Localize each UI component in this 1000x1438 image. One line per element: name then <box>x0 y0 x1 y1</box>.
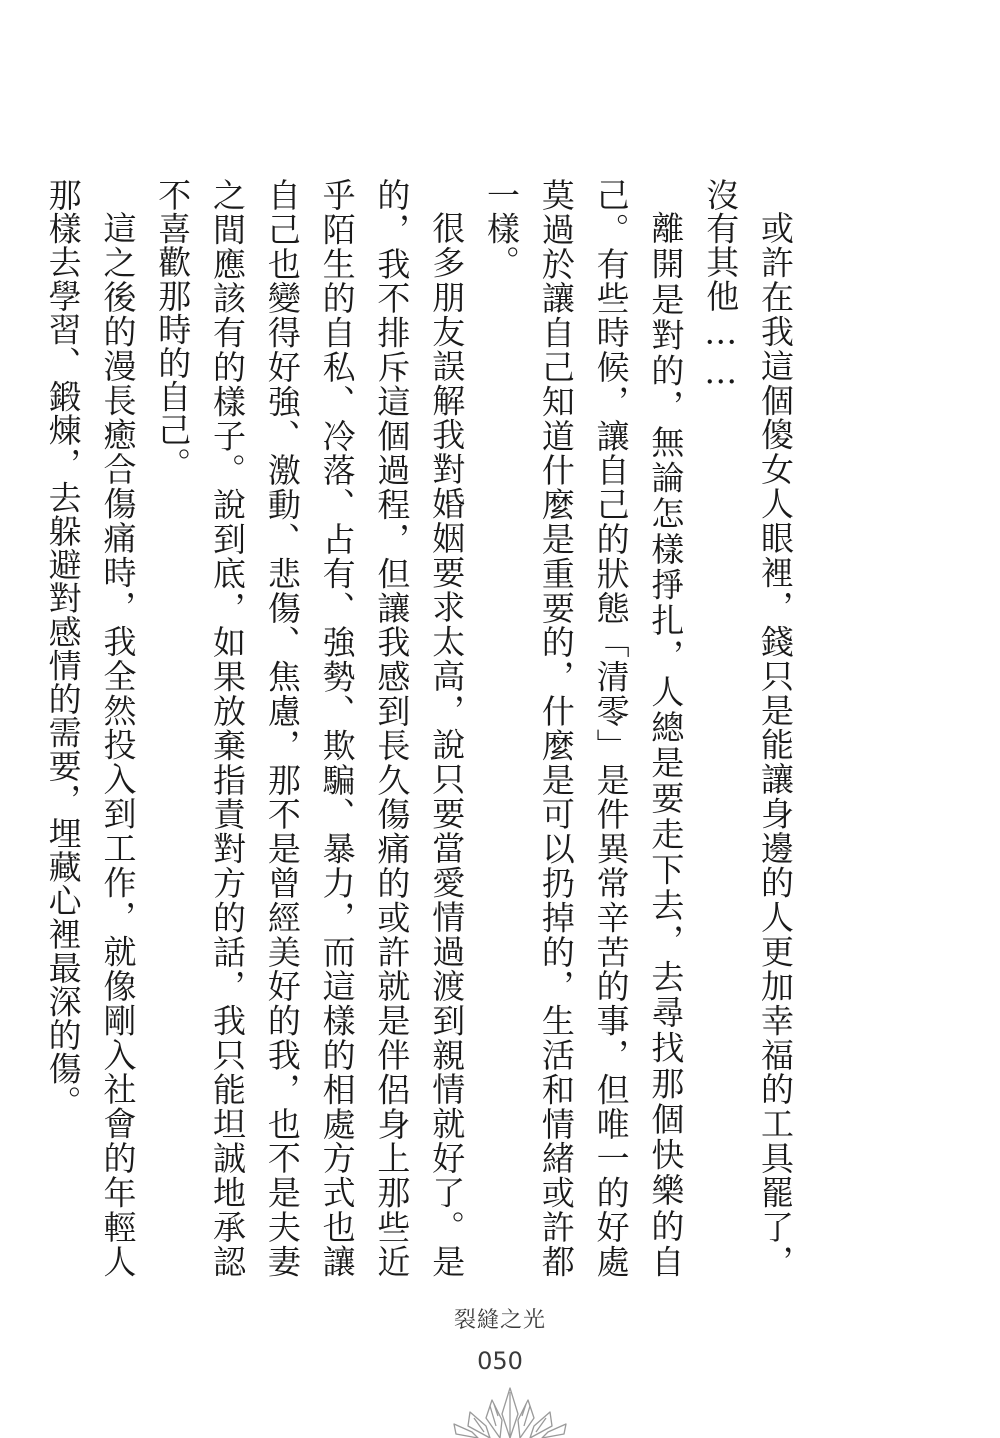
page-number: 050 <box>477 1347 523 1375</box>
paragraph-4: 這之後的漫長癒合傷痛時，我全然投入到工作，就像剛入社會的年輕人那樣去學習、鍛煉，去躲避對感情的需要，埋藏心裡最深的傷。 <box>43 178 138 1278</box>
body-text <box>43 178 802 1278</box>
paragraph-2: 離開是對的，無論怎樣掙扎，人總是要走下去，去尋找那個快樂的自己。有些時候，讓自己的狀態「清零」是件異常辛苦的事，但唯一的好處莫過於讓自己知道什麼是重要的，什麼是可以扔掉的，生活和情緒或許都一樣。 <box>482 178 686 1278</box>
leaf-ornament-icon <box>440 1386 580 1438</box>
paragraph-3: 很多朋友誤解我對婚姻要求太高，說只要當愛情過渡到親情就好了。是的，我不排斥這個過程，但讓我感到長久傷痛的或許就是伴侶身上那些近乎陌生的自私、冷落、占有、強勢、欺騙、暴力，而這樣的相處方式也讓自己也變得好強、激動、悲傷、焦慮，那不是曾經美好的我，也不是夫妻之間應該有的樣子。說到底，如果放棄指責對方的話，我只能坦誠地承認不喜歡那時的自己。 <box>153 178 467 1278</box>
book-title: 裂縫之光 <box>453 1308 546 1333</box>
paragraph-1: 或許在我這個傻女人眼裡，錢只是能讓身邊的人更加幸福的工具罷了，沒有其他…… <box>701 178 795 1278</box>
